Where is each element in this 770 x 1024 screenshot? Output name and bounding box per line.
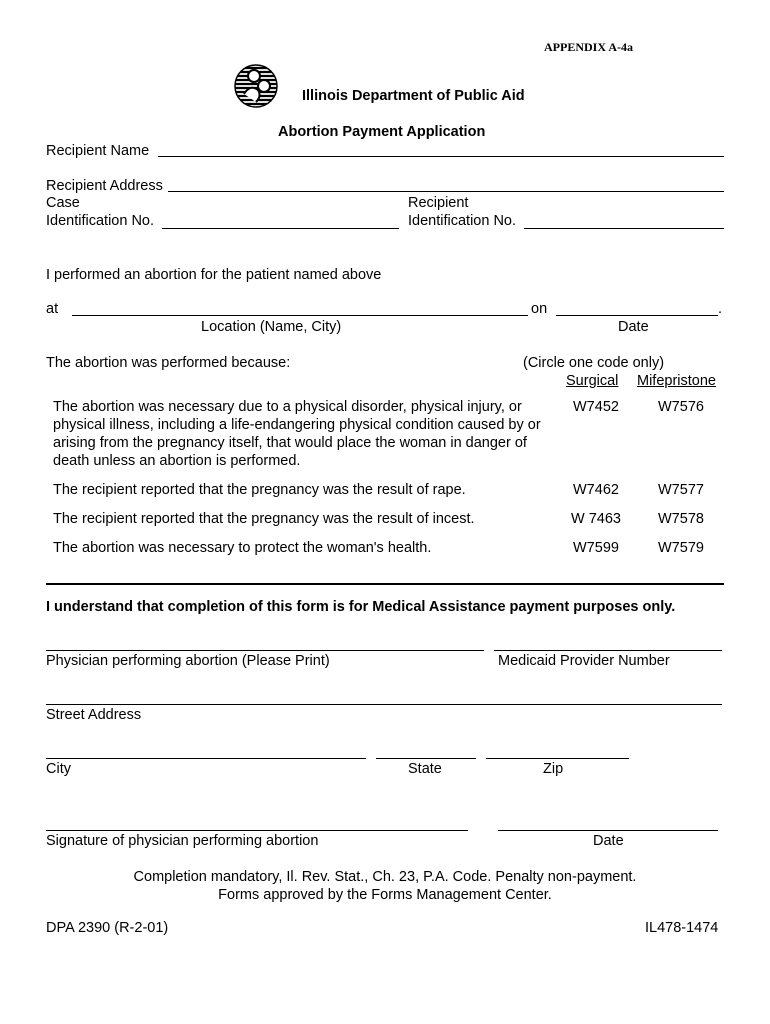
code-mife-rape[interactable]: W7577 — [658, 482, 704, 498]
reasons-intro: The abortion was performed because: — [46, 355, 291, 371]
reason-text-incest: The recipient reported that the pregnancy was the result of incest. — [53, 511, 475, 527]
code-surgical-rape[interactable]: W7462 — [573, 482, 619, 498]
code-mife-health[interactable]: W7579 — [658, 540, 704, 556]
code-mife-incest[interactable]: W7578 — [658, 511, 704, 527]
forms-approved-notice: Forms approved by the Forms Management Center. — [218, 887, 552, 903]
date-caption: Date — [618, 319, 649, 335]
physician-name-label: Physician performing abortion (Please Print) — [46, 653, 330, 669]
code-surgical-health[interactable]: W7599 — [573, 540, 619, 556]
street-address-field[interactable] — [46, 704, 722, 705]
code-surgical-incest[interactable]: W 7463 — [571, 511, 621, 527]
code-surgical-physical[interactable]: W7452 — [573, 399, 619, 415]
form-code: IL478-1474 — [645, 920, 719, 936]
form-id: DPA 2390 (R-2-01) — [46, 920, 169, 936]
agency-name: Illinois Department of Public Aid — [302, 88, 525, 104]
city-field[interactable] — [46, 758, 366, 759]
case-label-line2: Identification No. — [46, 213, 155, 229]
signature-field[interactable] — [46, 830, 468, 831]
recipient-id-label-line2: Identification No. — [408, 213, 517, 229]
signature-label: Signature of physician performing abortion — [46, 833, 319, 849]
location-caption: Location (Name, City) — [201, 319, 342, 335]
recipient-name-label: Recipient Name — [46, 143, 150, 159]
appendix-label: APPENDIX A-4a — [544, 40, 633, 54]
date-period: . — [718, 301, 723, 317]
performed-statement: I performed an abortion for the patient named above — [46, 267, 382, 283]
surgical-column-header: Surgical — [566, 373, 619, 389]
mifepristone-column-header: Mifepristone — [637, 373, 716, 389]
reason-text-physical: The abortion was necessary due to a physical disorder, physical injury, or physical illness, including a life-endangering physical condition caused by or arising from the pregnancy itself, that would place the woman in danger of death unless an abortion is performed. — [53, 399, 541, 469]
case-id-field[interactable] — [162, 228, 399, 229]
circle-note: (Circle one code only) — [523, 355, 665, 371]
recipient-id-label-line1: Recipient — [408, 195, 469, 211]
case-label-line1: Case — [46, 195, 80, 211]
recipient-address-field[interactable] — [168, 191, 724, 192]
city-label: City — [46, 761, 71, 777]
state-label: State — [408, 761, 442, 777]
zip-label: Zip — [543, 761, 564, 777]
location-field[interactable] — [72, 315, 528, 316]
reason-text-health: The abortion was necessary to protect the woman's health. — [53, 540, 432, 556]
at-label: at — [46, 301, 59, 317]
recipient-id-field[interactable] — [524, 228, 724, 229]
payment-purpose-notice: I understand that completion of this form is for Medical Assistance payment purposes only. — [46, 599, 676, 615]
recipient-name-field[interactable] — [158, 156, 724, 157]
physician-name-field[interactable] — [46, 650, 484, 651]
idpa-logo-icon — [232, 64, 280, 108]
form-title: Abortion Payment Application — [278, 124, 486, 140]
recipient-address-label: Recipient Address — [46, 178, 163, 194]
zip-field[interactable] — [486, 758, 629, 759]
procedure-date-field[interactable] — [556, 315, 718, 316]
provider-number-field[interactable] — [494, 650, 722, 651]
signature-date-field[interactable] — [498, 830, 718, 831]
on-label: on — [531, 301, 548, 317]
reason-text-rape: The recipient reported that the pregnancy was the result of rape. — [53, 482, 466, 498]
street-address-label: Street Address — [46, 707, 142, 723]
code-mife-physical[interactable]: W7576 — [658, 399, 704, 415]
mandatory-notice: Completion mandatory, Il. Rev. Stat., Ch. 23, P.A. Code. Penalty non-payment. — [133, 869, 637, 885]
section-divider — [46, 583, 724, 585]
provider-number-label: Medicaid Provider Number — [498, 653, 670, 669]
state-field[interactable] — [376, 758, 476, 759]
signature-date-label: Date — [593, 833, 624, 849]
